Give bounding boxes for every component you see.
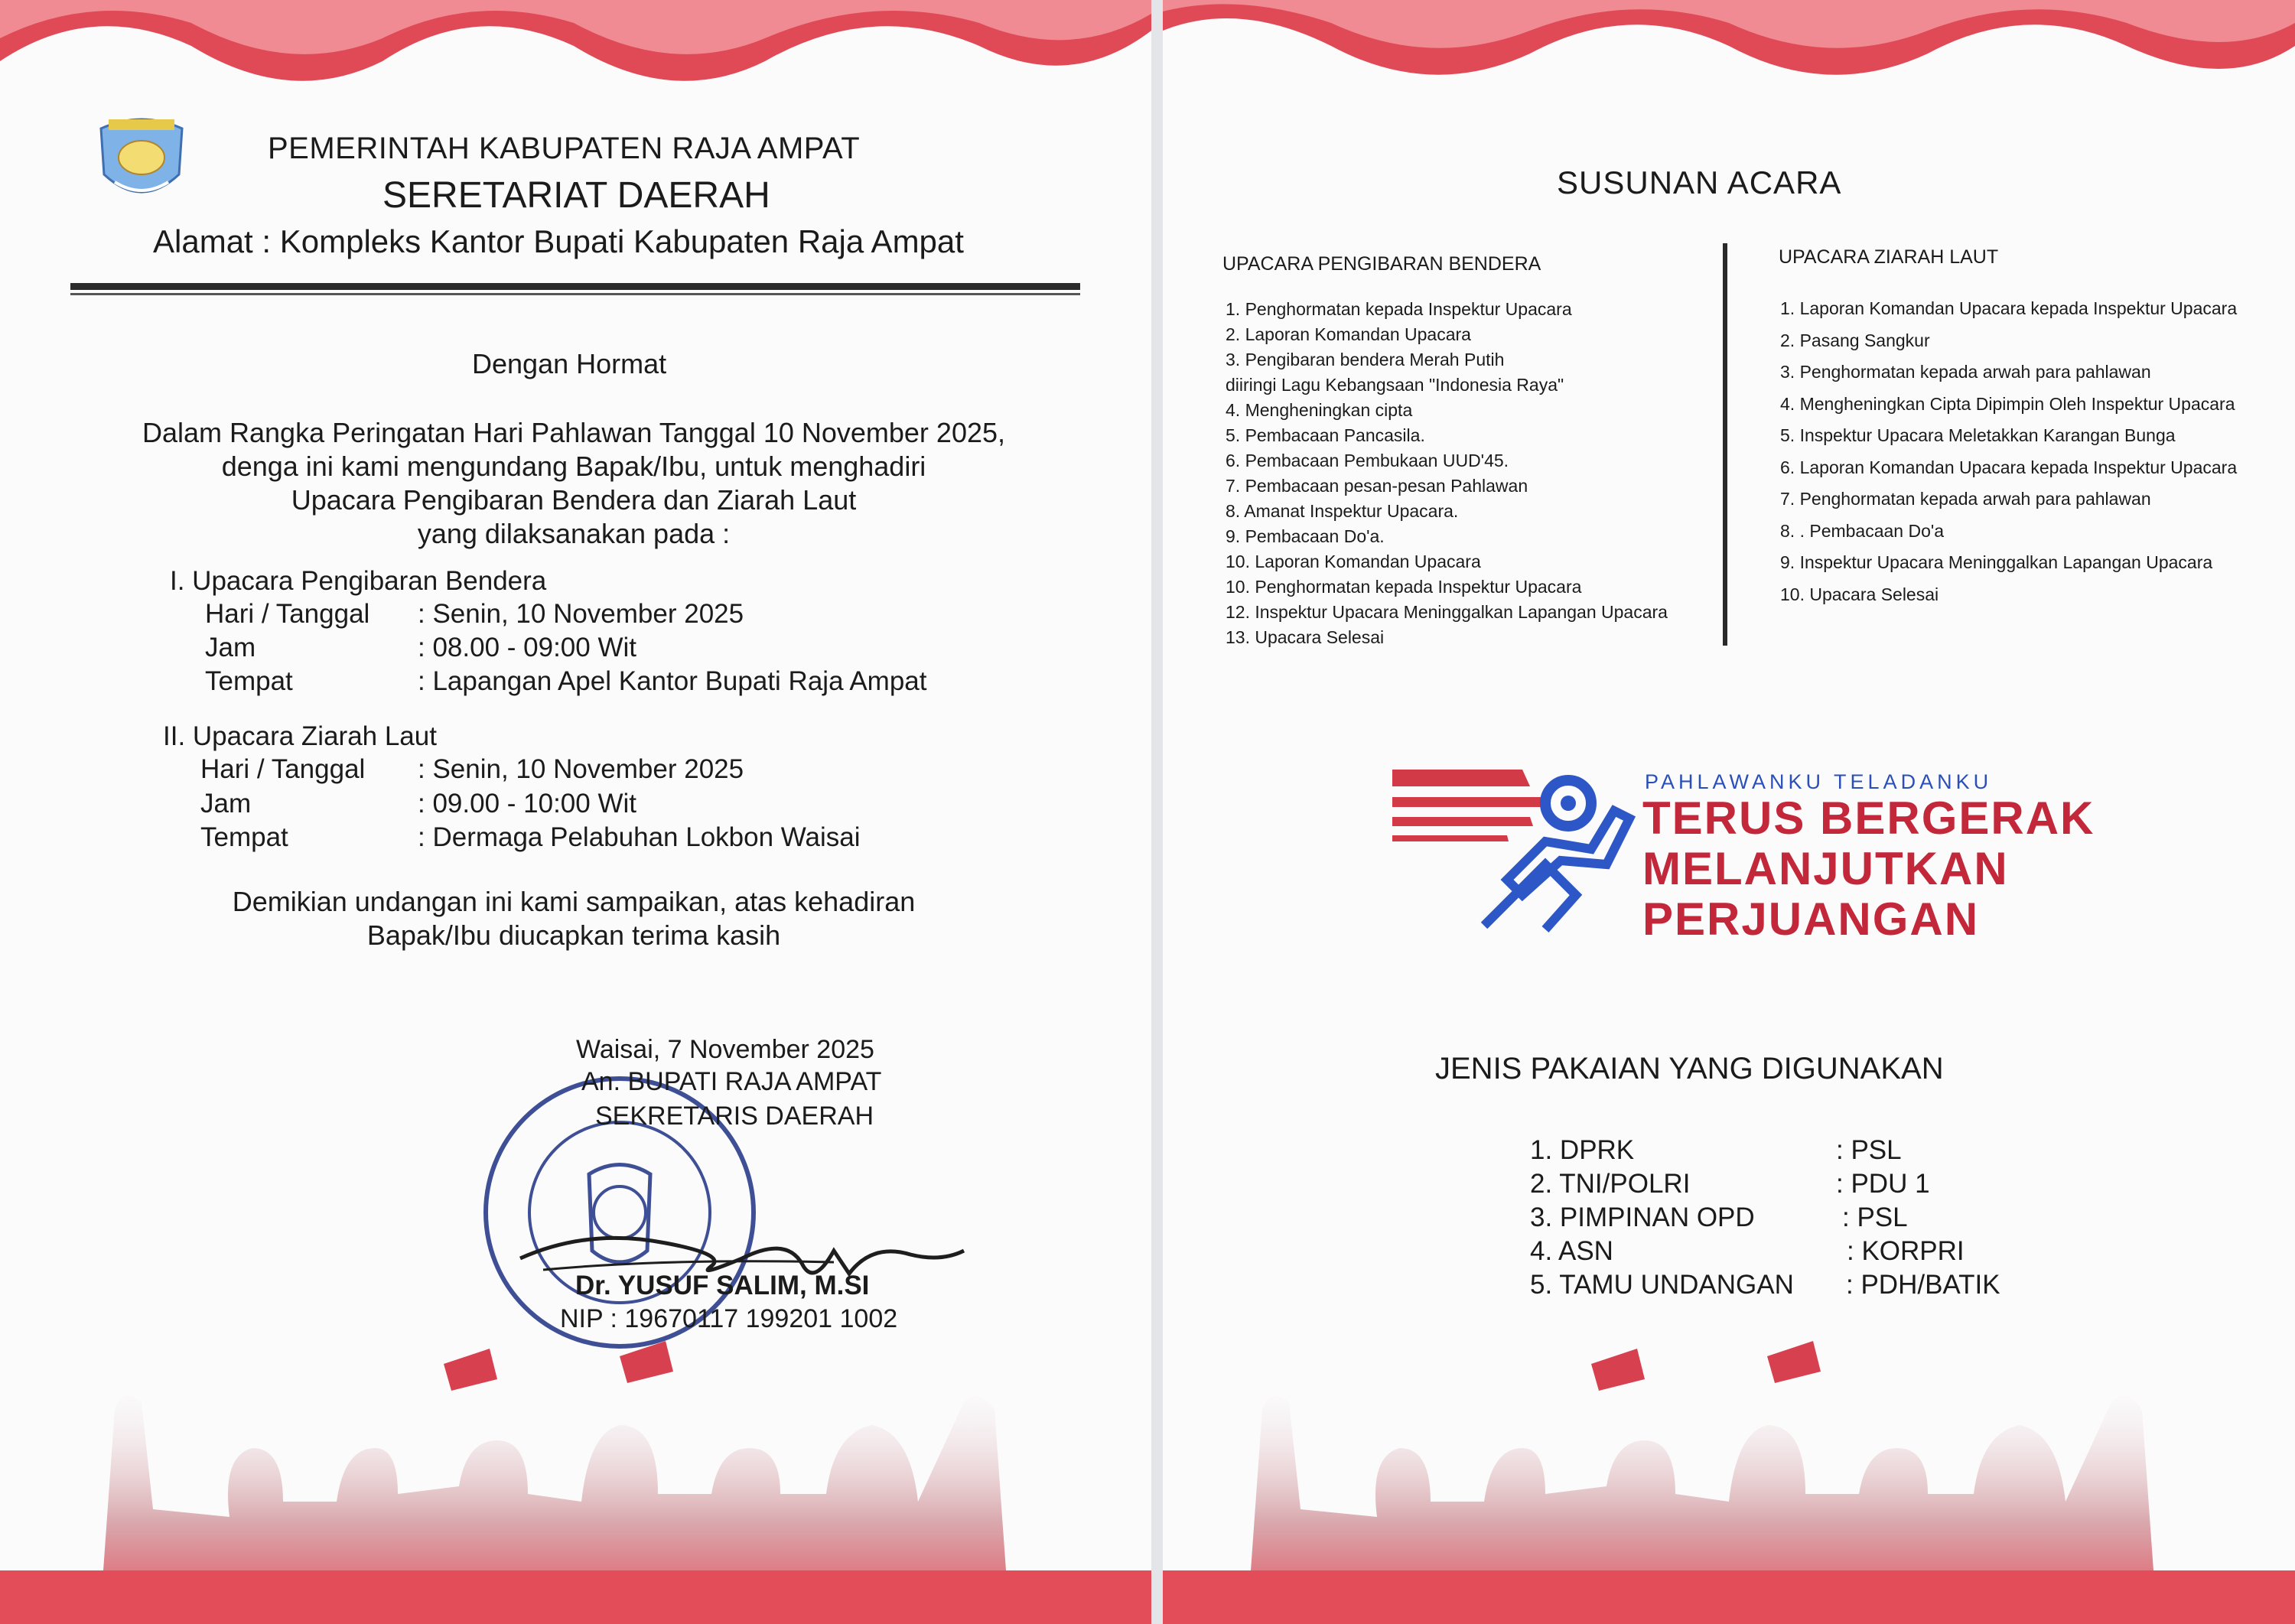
signature-on-behalf: An. BUPATI RAJA AMPAT: [581, 1067, 882, 1096]
list-item: 7. Penghormatan kepada arwah para pahlawan: [1780, 489, 2151, 509]
list-item: diiringi Lagu Kebangsaan "Indonesia Raya": [1226, 375, 1564, 395]
event-label: Hari / Tanggal: [200, 754, 366, 784]
dress-label: 2. TNI/POLRI: [1530, 1169, 1691, 1199]
column-divider: [1723, 243, 1727, 646]
event-label: Tempat: [200, 822, 288, 852]
logo-line: TERUS BERGERAK: [1642, 792, 2095, 844]
logo-tagline: PAHLAWANKU TELADANKU: [1645, 770, 1993, 793]
dress-label: 4. ASN: [1530, 1236, 1613, 1266]
list-item: 7. Pembacaan pesan-pesan Pahlawan: [1226, 476, 1528, 496]
event-label: Tempat: [205, 666, 293, 696]
program-title: SUSUNAN ACARA: [1557, 164, 1842, 200]
event-value: : Senin, 10 November 2025: [418, 754, 744, 784]
page-fold: [1151, 0, 1163, 1624]
signatory-name: Dr. YUSUF SALIM, M.SI: [575, 1271, 870, 1300]
hari-pahlawan-logo-mark: [1392, 765, 1645, 941]
logo-line: PERJUANGAN: [1642, 893, 1980, 945]
list-item: 10. Laporan Komandan Upacara: [1226, 552, 1481, 571]
list-item: 12. Inspektur Upacara Meninggalkan Lapangan Upacara: [1226, 602, 1668, 622]
raja-ampat-emblem: [92, 113, 191, 209]
list-item: 4. Mengheningkan cipta: [1226, 400, 1413, 420]
intro-line: Dalam Rangka Peringatan Hari Pahlawan Tanggal 10 November 2025,: [142, 417, 1006, 448]
dress-value: : PDU 1: [1836, 1169, 1930, 1199]
list-item: 1. Penghormatan kepada Inspektur Upacara: [1226, 299, 1572, 319]
dress-value: : PSL: [1836, 1135, 1902, 1165]
flag-ceremony-title: UPACARA PENGIBARAN BENDERA: [1222, 253, 1541, 275]
header-government: PEMERINTAH KABUPATEN RAJA AMPAT: [268, 132, 861, 165]
program-page: [1163, 0, 2295, 1624]
dress-value: : KORPRI: [1847, 1236, 1965, 1266]
intro-line: yang dilaksanakan pada :: [417, 518, 731, 549]
header-rule-thin: [70, 293, 1080, 295]
sea-ceremony-list: [1780, 293, 2237, 610]
dress-label: 3. PIMPINAN OPD: [1530, 1203, 1755, 1232]
dress-code-title: JENIS PAKAIAN YANG DIGUNAKAN: [1435, 1052, 1944, 1085]
list-item: 3. Pengibaran bendera Merah Putih: [1226, 350, 1505, 369]
greeting: Dengan Hormat: [472, 348, 667, 379]
dress-label: 5. TAMU UNDANGAN: [1530, 1270, 1794, 1300]
header-rule: [70, 283, 1080, 290]
list-item: 6. Pembacaan Pembukaan UUD'45.: [1226, 451, 1509, 470]
sea-ceremony-title: UPACARA ZIARAH LAUT: [1779, 246, 1999, 268]
event-value: : Dermaga Pelabuhan Lokbon Waisai: [418, 822, 861, 852]
list-item: 5. Pembacaan Pancasila.: [1226, 425, 1425, 445]
header-secretariat: SERETARIAT DAERAH: [382, 175, 770, 216]
signature-place-date: Waisai, 7 November 2025: [576, 1035, 874, 1064]
flag-bunting-top: [1163, 0, 2295, 92]
list-item: 1. Laporan Komandan Upacara kepada Inspektur Upacara: [1780, 298, 2238, 318]
closing-paragraph: [76, 885, 1071, 952]
signature-position: SEKRETARIS DAERAH: [595, 1102, 874, 1131]
list-item: 5. Inspektur Upacara Meletakkan Karangan Bunga: [1780, 425, 2176, 445]
crowd-silhouette-illustration: [1163, 1318, 2295, 1624]
list-item: 10. Penghormatan kepada Inspektur Upacara: [1226, 577, 1582, 597]
flag-ceremony-list: [1226, 297, 1668, 650]
intro-line: Upacara Pengibaran Bendera dan Ziarah Laut: [291, 484, 857, 516]
list-item: 3. Penghormatan kepada arwah para pahlawan: [1780, 362, 2151, 382]
list-item: 2. Pasang Sangkur: [1780, 330, 1930, 350]
event-value: : Senin, 10 November 2025: [418, 599, 744, 629]
list-item: 8. Amanat Inspektur Upacara.: [1226, 501, 1459, 521]
intro-paragraph: [76, 416, 1071, 551]
dress-label: 1. DPRK: [1530, 1135, 1635, 1165]
header-address: Alamat : Kompleks Kantor Bupati Kabupaten Raja Ampat: [153, 223, 964, 259]
closing-line: Bapak/Ibu diucapkan terima kasih: [366, 919, 781, 951]
list-item: 2. Laporan Komandan Upacara: [1226, 324, 1471, 344]
list-item: 4. Mengheningkan Cipta Dipimpin Oleh Inspektur Upacara: [1780, 393, 2235, 414]
event-title: II. Upacara Ziarah Laut: [163, 721, 437, 751]
intro-line: denga ini kami mengundang Bapak/Ibu, untuk menghadiri: [221, 451, 926, 482]
event-value: : 09.00 - 10:00 Wit: [418, 789, 636, 819]
event-label: Jam: [205, 633, 256, 662]
logo-line: MELANJUTKAN: [1642, 843, 2009, 894]
dress-value: : PDH/BATIK: [1846, 1270, 2000, 1300]
event-value: : 08.00 - 09:00 Wit: [418, 633, 636, 662]
signatory-nip: NIP : 19670117 199201 1002: [560, 1304, 898, 1333]
list-item: 13. Upacara Selesai: [1226, 627, 1385, 647]
event-value: : Lapangan Apel Kantor Bupati Raja Ampat: [418, 666, 927, 696]
list-item: 10. Upacara Selesai: [1780, 584, 1939, 604]
event-label: Jam: [200, 789, 252, 819]
flag-bunting-top: [0, 0, 1151, 92]
list-item: 9. Pembacaan Do'a.: [1226, 526, 1385, 546]
closing-line: Demikian undangan ini kami sampaikan, atas kehadiran: [232, 886, 916, 917]
list-item: 6. Laporan Komandan Upacara kepada Inspektur Upacara: [1780, 457, 2238, 477]
list-item: 9. Inspektur Upacara Meninggalkan Lapangan Upacara: [1780, 552, 2213, 572]
event-title: I. Upacara Pengibaran Bendera: [170, 566, 547, 596]
event-label: Hari / Tanggal: [205, 599, 370, 629]
crowd-silhouette-illustration: [0, 1318, 1151, 1624]
dress-value: : PSL: [1842, 1203, 1908, 1232]
list-item: 8. . Pembacaan Do'a: [1780, 520, 1945, 541]
